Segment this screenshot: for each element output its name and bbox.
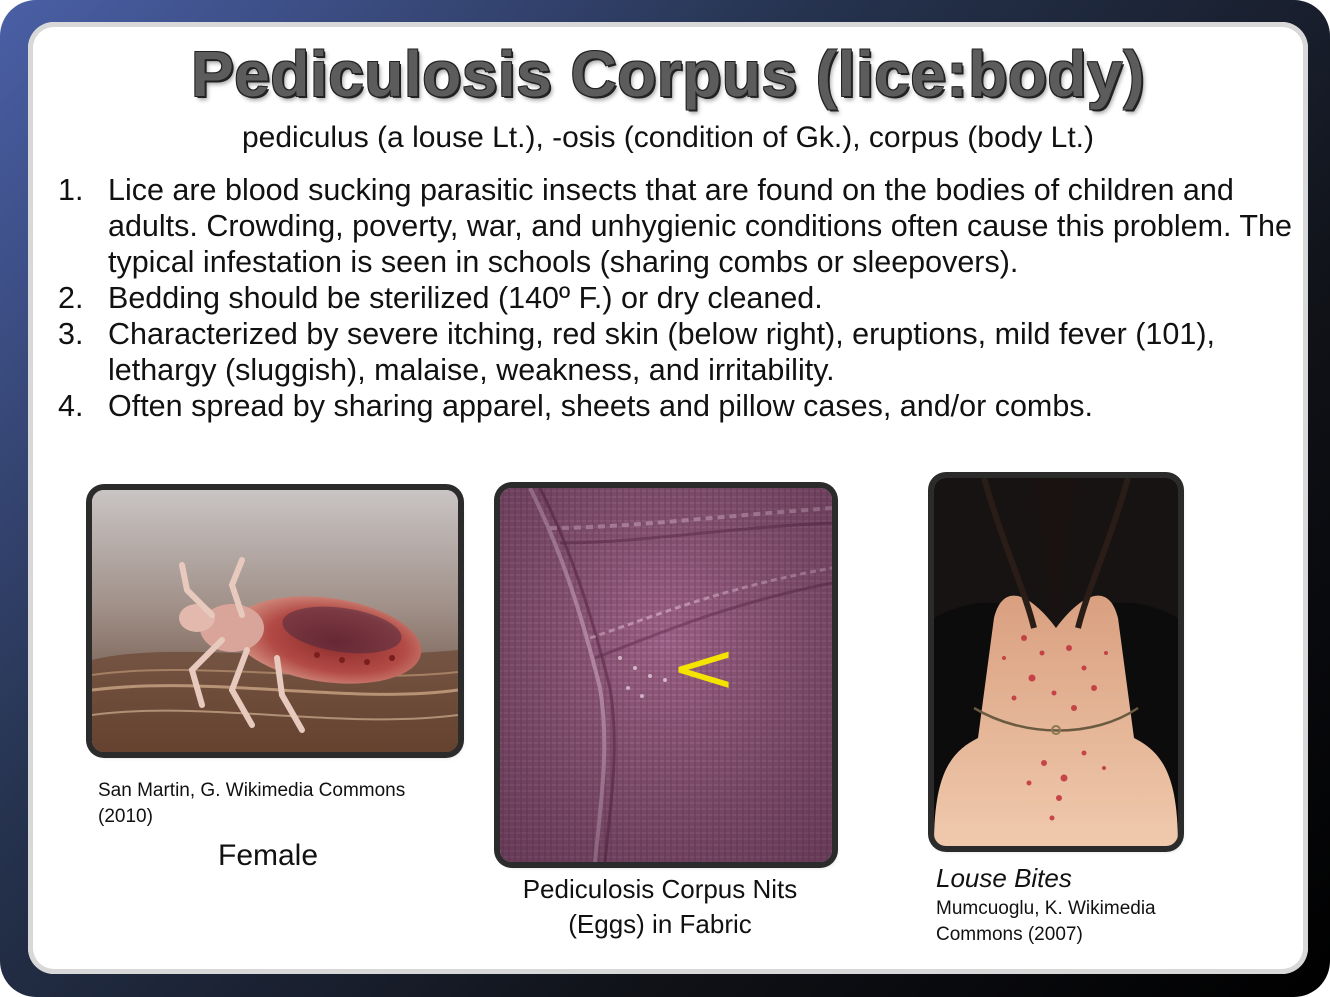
slide-title: Pediculosis Corpus (lice:body) — [191, 38, 1145, 110]
neck-illustration — [934, 478, 1178, 846]
list-item — [56, 316, 1296, 388]
list-text: Often spread by sharing apparel, sheets and pillow cases, and/or combs. — [108, 389, 1094, 423]
list-text: Bedding should be sterilized (140º F.) or dry cleaned. — [108, 281, 823, 315]
list-item — [56, 172, 1296, 280]
slide — [28, 22, 1308, 974]
slide-subtitle: pediculus (a louse Lt.), -osis (condition of Gk.), corpus (body Lt.) — [241, 121, 1095, 154]
fabric-illustration — [500, 488, 832, 862]
louse-photo — [92, 490, 458, 752]
nit-marker: < — [670, 628, 738, 708]
list-number: 3. — [58, 317, 84, 351]
neck-credit: Mumcuoglu, K. Wikimedia Commons (2007) — [936, 898, 1156, 945]
neck-bites-photo — [934, 478, 1178, 846]
list-number: 1. — [58, 173, 84, 207]
bullet-list — [56, 172, 1296, 424]
louse-label: Female — [218, 839, 319, 872]
louse-credit: San Martin, G. Wikimedia Commons (2010) — [98, 780, 406, 827]
neck-label: Louse Bites — [936, 863, 1072, 893]
list-text: Characterized by severe itching, red skin (below right), eruptions, mild fever (101), lethargy (sluggish), malaise, weakness, and irritability. — [108, 317, 1215, 387]
louse-illustration — [92, 490, 458, 752]
fabric-label: Pediculosis Corpus Nits (Eggs) in Fabric — [522, 874, 798, 939]
list-number: 4. — [58, 389, 84, 423]
list-text: Lice are blood sucking parasitic insects that are found on the bodies of children and adults. Crowding, poverty, war, and unhygienic conditions often cause this problem. The typical infestation is seen in schools (sharing combs or sleepovers). — [108, 173, 1292, 279]
list-number: 2. — [58, 281, 84, 315]
list-item — [56, 388, 1296, 424]
fabric-photo — [500, 488, 832, 862]
list-item — [56, 280, 1296, 316]
